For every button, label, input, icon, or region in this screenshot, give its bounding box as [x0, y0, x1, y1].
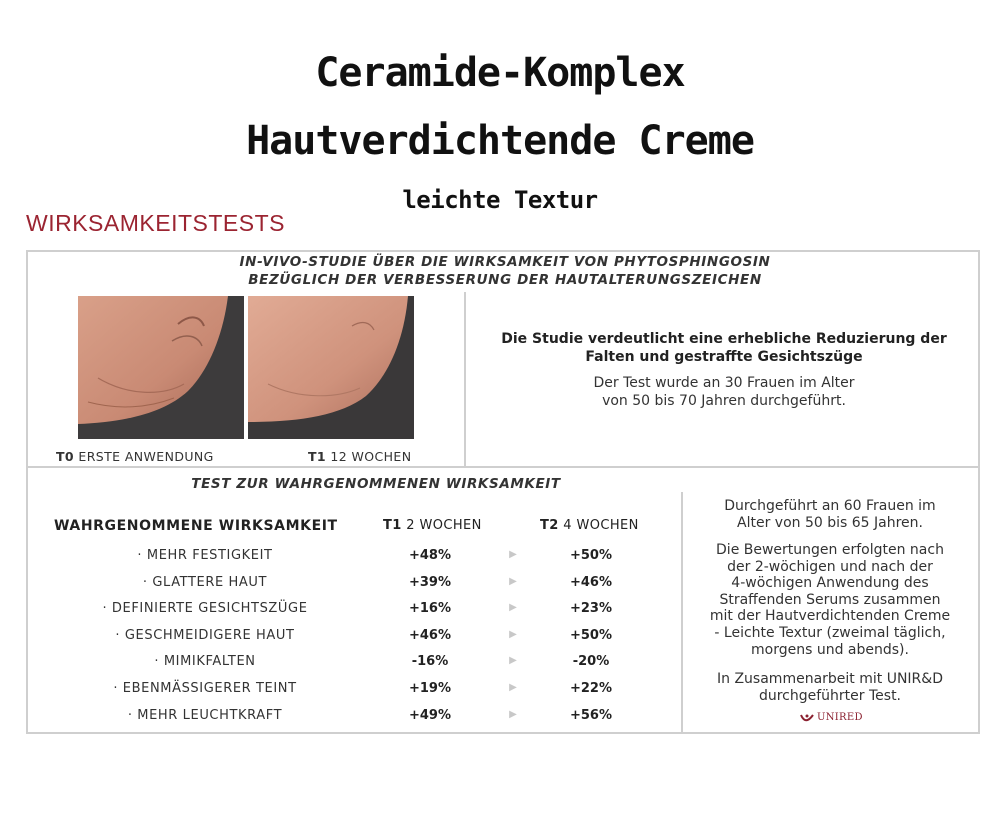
row-label: · EBENMÄSSIGERER TEINT: [113, 681, 297, 696]
column-header-t2: T2 4 WOCHEN: [540, 518, 639, 533]
row-value-t2: +56%: [569, 707, 612, 723]
arrow-right-icon: ▶: [509, 575, 517, 587]
row-label: · MEHR LEUCHTKRAFT: [127, 707, 283, 723]
sidebar-partner: [690, 671, 970, 704]
panel-divider-vertical-top: [464, 292, 466, 466]
row-value-t1: +46%: [408, 627, 451, 643]
column-header-effect: WAHRGENOMMENE WIRKSAMKEIT: [54, 518, 338, 534]
sidebar-line: Die Bewertungen erfolgten nach: [716, 542, 944, 558]
table-row: [0, 575, 681, 601]
table-row: [0, 628, 681, 654]
row-label: · MEHR FESTIGKEIT: [137, 548, 273, 563]
panel-divider-horizontal: [26, 466, 980, 468]
perceived-test-title: TEST ZUR WAHRGENOMMENEN WIRKSAMKEIT: [191, 476, 561, 492]
row-value-t2: -20%: [572, 654, 610, 670]
sidebar-line: morgens und abends).: [751, 641, 909, 658]
column-header-t1: T1 2 WOCHEN: [383, 518, 482, 533]
row-value-t1: +16%: [408, 601, 451, 617]
study-summary-detail: Der Test wurde an 30 Frauen im Alter von 50 bis 70 Jahren durchgeführt.: [593, 375, 855, 409]
sidebar-line: Durchgeführt an 60 Frauen im: [724, 498, 936, 514]
table-row: [0, 601, 681, 627]
row-value-t2: +23%: [569, 601, 612, 617]
product-title-line1: Ceramide-Komplex: [315, 50, 685, 96]
arrow-right-icon: ▶: [509, 682, 517, 693]
skin-photo-before: [78, 296, 244, 439]
unired-logo: UNIRED: [800, 712, 863, 723]
study-summary-highlight: Die Studie verdeutlicht eine erhebliche Reduzierung der Falten und gestraffte Gesichtszüge: [501, 331, 947, 365]
table-row: [0, 681, 681, 707]
sidebar-method: [690, 542, 970, 658]
arrow-right-icon: ▶: [509, 708, 517, 720]
sidebar-line: - Leichte Textur (zweimal täglich,: [714, 624, 946, 641]
row-value-t2: +50%: [569, 548, 612, 563]
photo-label-after: T1 12 WOCHEN: [308, 449, 412, 464]
photo-label-before: T0 ERSTE ANWENDUNG: [56, 449, 214, 464]
arrow-right-icon: ▶: [509, 655, 517, 667]
skin-photo-after: [248, 296, 414, 439]
row-value-t2: +22%: [569, 681, 612, 696]
product-subtitle: leichte Textur: [402, 186, 598, 214]
row-label: · MIMIKFALTEN: [154, 654, 256, 670]
arrow-right-icon: ▶: [509, 602, 517, 614]
study-title-line2: BEZÜGLICH DER VERBESSERUNG DER HAUTALTERUNGSZEICHEN: [248, 272, 762, 288]
table-row: [0, 548, 681, 574]
row-value-t1: +39%: [408, 574, 451, 590]
row-label: · GLATTERE HAUT: [142, 574, 268, 590]
row-value-t2: +46%: [569, 574, 612, 590]
arrow-right-icon: ▶: [509, 549, 517, 560]
row-label: · GESCHMEIDIGERE HAUT: [115, 627, 295, 643]
sidebar-line: Straffenden Serums zusammen: [719, 591, 941, 608]
arrow-right-icon: ▶: [509, 628, 517, 640]
sidebar-line: durchgeführter Test.: [758, 687, 902, 704]
row-label: · DEFINIERTE GESICHTSZÜGE: [102, 601, 308, 617]
sidebar-line: der 2-wöchigen und nach der: [727, 558, 933, 575]
sidebar-line: 4-wöchigen Anwendung des: [731, 575, 929, 592]
table-row: [0, 654, 681, 680]
row-value-t1: -16%: [411, 654, 449, 670]
section-heading: WIRKSAMKEITSTESTS: [26, 210, 285, 236]
table-row: [0, 708, 681, 734]
study-title-line1: IN-VIVO-STUDIE ÜBER DIE WIRKSAMKEIT VON PHYTOSPHINGOSIN: [239, 254, 771, 270]
row-value-t1: +48%: [408, 548, 451, 563]
row-value-t2: +50%: [569, 627, 612, 643]
panel-divider-vertical-bottom: [681, 492, 683, 734]
product-title-line2: Hautverdichtende Creme: [246, 118, 754, 164]
sidebar-line: mit der Hautverdichtenden Creme: [709, 608, 951, 625]
unired-logo-icon: [800, 713, 814, 723]
sidebar-participants: [690, 498, 970, 531]
sidebar-line: Alter von 50 bis 65 Jahren.: [737, 514, 923, 531]
row-value-t1: +19%: [408, 681, 451, 696]
row-value-t1: +49%: [408, 707, 451, 723]
sidebar-line: In Zusammenarbeit mit UNIR&D: [717, 671, 943, 687]
